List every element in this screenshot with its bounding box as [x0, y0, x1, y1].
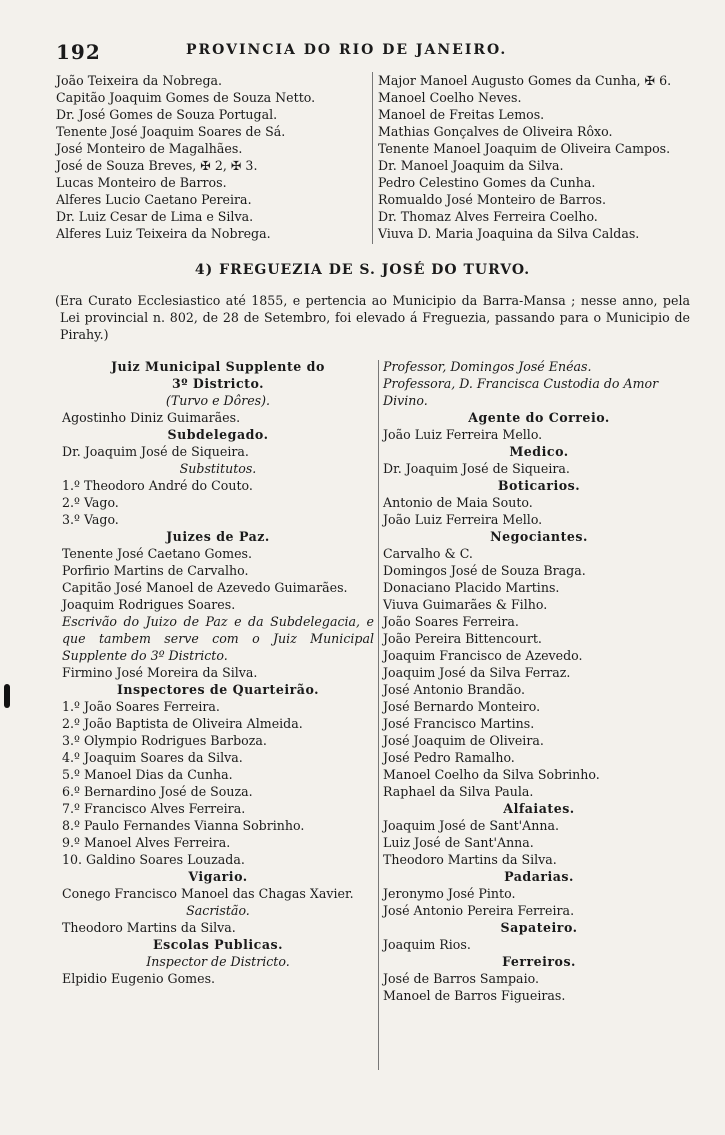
section-heading: Medico.: [509, 444, 569, 459]
list-item: Raphael da Silva Paula.: [383, 784, 534, 799]
list-item: 10. Galdino Soares Louzada.: [62, 852, 245, 867]
list-item: João Pereira Bittencourt.: [383, 631, 542, 646]
section-heading: Sapateiro.: [500, 920, 578, 935]
list-item: Domingos José de Souza Braga.: [383, 563, 586, 578]
page-number: 192: [56, 40, 101, 64]
list-item: José de Barros Sampaio.: [383, 971, 539, 986]
list-item: Capitão José Manoel de Azevedo Guimarães.: [62, 580, 348, 595]
list-item: 1.º João Soares Ferreira.: [62, 699, 220, 714]
list-item: Tenente Manoel Joaquim de Oliveira Campos.: [378, 141, 671, 156]
list-item: Joaquim Francisco de Azevedo.: [383, 648, 583, 663]
list-item: João Teixeira da Nobrega.: [56, 73, 223, 88]
list-item: Major Manoel Augusto Gomes da Cunha, ✠ 6.: [378, 73, 672, 88]
list-item: 9.º Manoel Alves Ferreira.: [62, 835, 231, 850]
column-rule: [378, 360, 379, 1070]
district-place: (Turvo e Dôres).: [165, 393, 271, 408]
section-heading: Subdelegado.: [167, 427, 269, 442]
list-item: Dr. Manoel Joaquim da Silva.: [378, 158, 564, 173]
list-item: José Joaquim de Oliveira.: [383, 733, 544, 748]
list-item: José Antonio Brandão.: [383, 682, 525, 697]
list-item: Joaquim Rodrigues Soares.: [62, 597, 236, 612]
section-title: 4) FREGUEZIA DE S. JOSÉ DO TURVO.: [194, 262, 531, 278]
list-item: Manoel Coelho Neves.: [378, 90, 522, 105]
subheading: Sacristão.: [186, 903, 250, 918]
section-heading: Juiz Municipal Supplente do: [111, 359, 325, 374]
list-item: Mathias Gonçalves de Oliveira Rôxo.: [378, 124, 613, 139]
right-column: [383, 358, 695, 1004]
section-heading: Padarias.: [504, 869, 574, 884]
column-rule: [372, 72, 373, 244]
list-item: Porfirio Martins de Carvalho.: [62, 563, 249, 578]
list-item: 2.º João Baptista de Oliveira Almeida.: [62, 716, 303, 731]
list-item: Dr. Joaquim José de Siqueira.: [383, 461, 570, 476]
margin-mark: [4, 684, 10, 708]
list-item: Viuva Guimarães & Filho.: [383, 597, 548, 612]
section-heading: Negociantes.: [490, 529, 588, 544]
list-item: José Francisco Martins.: [383, 716, 535, 731]
list-item: 5.º Manoel Dias da Cunha.: [62, 767, 233, 782]
section-note: (Era Curato Ecclesiastico até 1855, e pertencia ao Municipio da Barra-Mansa ; nesse anno, pela Lei provincial n. 802, de 28 de Setembro, foi elevado á Freguezia, passando para o Municipio de Pirahy.): [55, 293, 690, 342]
list-item: Luiz José de Sant'Anna.: [383, 835, 534, 850]
list-item: 3.º Olympio Rodrigues Barboza.: [62, 733, 267, 748]
list-item: Tenente José Caetano Gomes.: [62, 546, 252, 561]
section-heading: Ferreiros.: [502, 954, 576, 969]
list-item: Alferes Luiz Teixeira da Nobrega.: [56, 226, 271, 241]
list-item: Pedro Celestino Gomes da Cunha.: [378, 175, 596, 190]
list-item: Dr. José Gomes de Souza Portugal.: [56, 107, 278, 122]
list-item: João Luiz Ferreira Mello.: [383, 427, 543, 442]
list-item: José Antonio Pereira Ferreira.: [383, 903, 575, 918]
section-heading: Escolas Publicas.: [153, 937, 283, 952]
section-heading: Vigario.: [188, 869, 248, 884]
list-item: Professora, D. Francisca Custodia do Amor Divino.: [383, 376, 659, 408]
subheading: Inspector de Districto.: [146, 954, 290, 969]
list-item: Joaquim José de Sant'Anna.: [383, 818, 559, 833]
escrivao-text: Escrivão do Juizo de Paz e da Subdelegacia, e que tambem serve com o Juiz Municipal Supplente do 3º Districto.: [62, 614, 374, 663]
top-right-list: [378, 72, 698, 242]
list-item: José Monteiro de Magalhães.: [56, 141, 243, 156]
list-item: 2.º Vago.: [62, 495, 119, 510]
top-left-list: [56, 72, 356, 242]
list-item: Agostinho Diniz Guimarães.: [62, 410, 241, 425]
list-item: Manoel de Freitas Lemos.: [378, 107, 545, 122]
list-item: José Bernardo Monteiro.: [383, 699, 541, 714]
list-item: 3.º Vago.: [62, 512, 119, 527]
section-heading: Juizes de Paz.: [166, 529, 270, 544]
list-item: José Pedro Ramalho.: [383, 750, 515, 765]
list-item: 8.º Paulo Fernandes Vianna Sobrinho.: [62, 818, 305, 833]
list-item: João Luiz Ferreira Mello.: [383, 512, 543, 527]
list-item: Lucas Monteiro de Barros.: [56, 175, 227, 190]
list-item: Firmino José Moreira da Silva.: [62, 665, 258, 680]
list-item: Romualdo José Monteiro de Barros.: [378, 192, 606, 207]
list-item: Carvalho & C.: [383, 546, 473, 561]
page-header: [56, 40, 696, 62]
section-heading: Agente do Correio.: [468, 410, 610, 425]
section-heading: 3º Districto.: [171, 376, 265, 391]
list-item: Professor, Domingos José Enéas.: [383, 359, 592, 374]
section-heading: Alfaiates.: [503, 801, 575, 816]
list-item: Theodoro Martins da Silva.: [383, 852, 557, 867]
list-item: Donaciano Placido Martins.: [383, 580, 560, 595]
list-item: 1.º Theodoro André do Couto.: [62, 478, 253, 493]
list-item: Elpidio Eugenio Gomes.: [62, 971, 216, 986]
list-item: Joaquim José da Silva Ferraz.: [383, 665, 571, 680]
section-heading: Inspectores de Quarteirão.: [116, 682, 320, 697]
list-item: José de Souza Breves, ✠ 2, ✠ 3.: [56, 158, 258, 173]
list-item: Antonio de Maia Souto.: [383, 495, 533, 510]
list-item: 7.º Francisco Alves Ferreira.: [62, 801, 246, 816]
list-item: Dr. Luiz Cesar de Lima e Silva.: [56, 209, 254, 224]
list-item: Dr. Thomaz Alves Ferreira Coelho.: [378, 209, 598, 224]
list-item: Viuva D. Maria Joaquina da Silva Caldas.: [378, 226, 640, 241]
list-item: 6.º Bernardino José de Souza.: [62, 784, 253, 799]
list-item: Jeronymo José Pinto.: [383, 886, 516, 901]
running-title: PROVINCIA DO RIO DE JANEIRO.: [186, 42, 508, 58]
list-item: Alferes Lucio Caetano Pereira.: [56, 192, 252, 207]
subheading: Substitutos.: [179, 461, 257, 476]
list-item: Theodoro Martins da Silva.: [62, 920, 236, 935]
list-item: Capitão Joaquim Gomes de Souza Netto.: [56, 90, 316, 105]
section-heading: Boticarios.: [497, 478, 581, 493]
list-item: Conego Francisco Manoel das Chagas Xavier.: [62, 886, 354, 901]
list-item: Manoel de Barros Figueiras.: [383, 988, 566, 1003]
list-item: João Soares Ferreira.: [383, 614, 519, 629]
list-item: Manoel Coelho da Silva Sobrinho.: [383, 767, 600, 782]
list-item: Tenente José Joaquim Soares de Sá.: [56, 124, 286, 139]
list-item: Joaquim Rios.: [383, 937, 471, 952]
list-item: 4.º Joaquim Soares da Silva.: [62, 750, 243, 765]
left-column: [62, 358, 374, 987]
list-item: Dr. Joaquim José de Siqueira.: [62, 444, 249, 459]
